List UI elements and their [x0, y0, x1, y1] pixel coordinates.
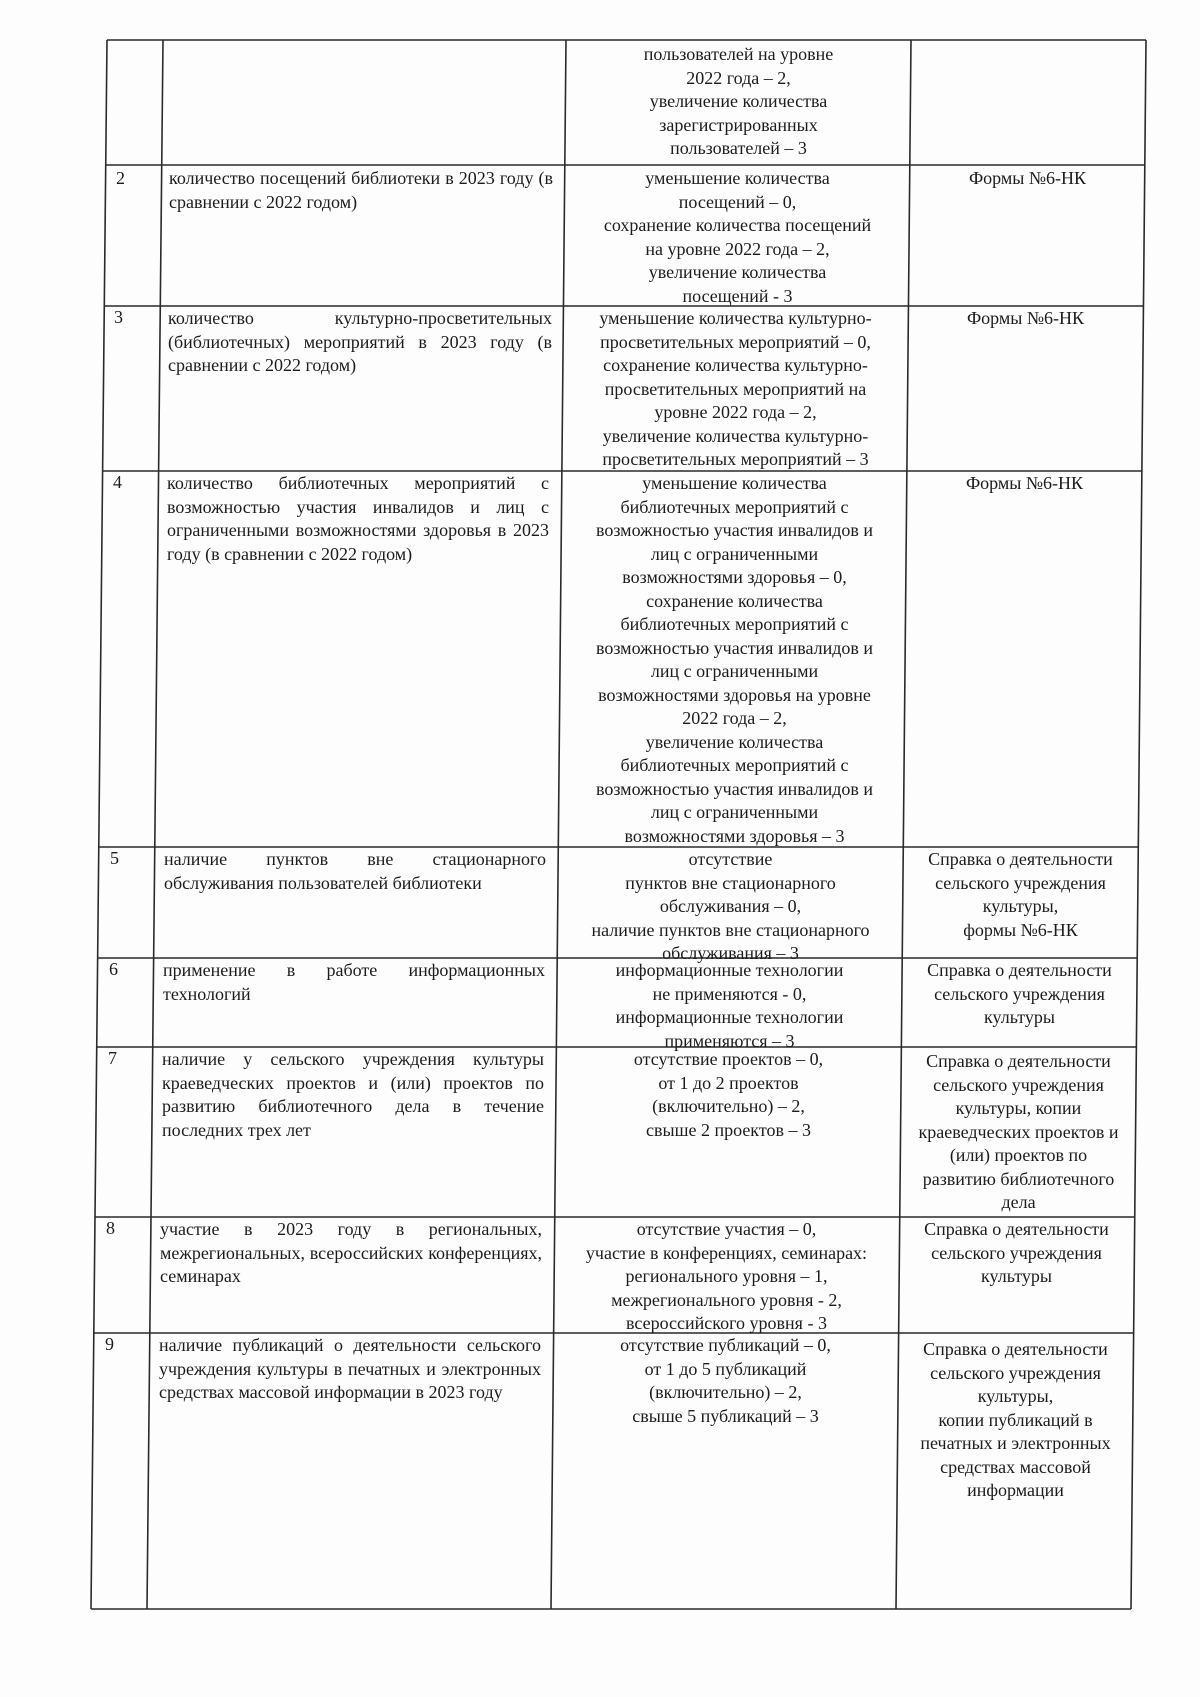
criterion-cell: участие в 2023 году в региональных, межрегиональных, всероссийских конференциях, семинарах	[160, 1219, 542, 1286]
criterion-cell: количество посещений библиотеки в 2023 году (в сравнении с 2022 годом)	[169, 168, 553, 212]
scoring-cell: уменьшение количества библиотечных мероприятий с возможностью участия инвалидов и лиц с ограниченными возможностями здоровья – 0, сохранение количества библиотечных мероприятий с возможностью участия инвалидов и лиц с ограниченными возможностями здоровья на уровне 2022 года – 2, увеличение количества библиотечных мероприятий с возможностью участия инвалидов и лиц с ограниченными возможностями здоровья – 3	[595, 473, 874, 846]
source-cell: Справка о деятельности сельского учреждения культуры	[927, 960, 1112, 1027]
criterion-cell: наличие у сельского учреждения культуры краеведческих проектов и (или) проектов по развитию библиотечного дела в течение последних трех лет	[162, 1049, 544, 1140]
criterion-cell: наличие публикаций о деятельности сельского учреждения культуры в печатных и электронных средствах массовой информации в 2023 году	[159, 1335, 541, 1402]
row-number: 3	[114, 307, 123, 327]
scoring-cell: отсутствие проектов – 0, от 1 до 2 проектов (включительно) – 2, свыше 2 проектов – 3	[633, 1049, 824, 1140]
scoring-cell: пользователей на уровне 2022 года – 2, увеличение количества зарегистрированных пользователей – 3	[643, 44, 834, 158]
row-number: 5	[110, 848, 119, 868]
source-cell: Формы №6-НК	[965, 473, 1084, 493]
row-number: 4	[113, 472, 122, 492]
row-number: 9	[105, 1334, 114, 1354]
source-cell: Справка о деятельности сельского учреждения культуры, копии краеведческих проектов и (или) проектов по развитию библиотечного дела	[918, 1051, 1119, 1212]
source-cell: Формы №6-НК	[968, 168, 1087, 188]
row-number: 8	[106, 1218, 115, 1238]
row-number: 6	[109, 959, 118, 979]
scoring-cell: информационные технологии не применяются - 0, информационные технологии применяются – 3	[615, 960, 844, 1051]
criterion-cell: количество культурно-просветительных (библиотечных) мероприятий в 2023 году (в сравнении с 2022 годом)	[168, 308, 552, 375]
criterion-cell: количество библиотечных мероприятий с возможностью участия инвалидов и лиц с ограниченными возможностями здоровья в 2023 году (в сравнении с 2022 годом)	[167, 473, 549, 564]
source-cell: Справка о деятельности сельского учреждения культуры, формы №6-НК	[928, 849, 1113, 940]
scoring-cell: отсутствие публикаций – 0, от 1 до 5 публикаций (включительно) – 2, свыше 5 публикаций – 3	[620, 1335, 831, 1426]
source-cell: Формы №6-НК	[966, 308, 1085, 328]
scoring-cell: отсутствие участия – 0, участие в конференциях, семинарах: регионального уровня – 1, межрегионального уровня - 2, всероссийского уровня - 3	[585, 1219, 868, 1333]
criterion-cell: применение в работе информационных технологий	[163, 960, 545, 1004]
row-number	[107, 40, 162, 165]
criterion-cell: наличие пунктов вне стационарного обслуживания пользователей библиотеки	[164, 849, 546, 893]
row-number: 2	[116, 168, 125, 188]
scoring-cell: отсутствие пунктов вне стационарного обслуживания – 0, наличие пунктов вне стационарного обслуживания – 3	[591, 849, 870, 963]
row-number: 7	[108, 1048, 117, 1068]
source-cell: Справка о деятельности сельского учреждения культуры, копии публикаций в печатных и электронных средствах массовой информации	[920, 1339, 1111, 1500]
scoring-cell: уменьшение количества посещений – 0, сохранение количества посещений на уровне 2022 года – 2, увеличение количества посещений - 3	[603, 168, 872, 306]
source-cell: Справка о деятельности сельского учреждения культуры	[924, 1219, 1109, 1286]
scoring-cell: уменьшение количества культурно- просветительных мероприятий – 0, сохранение количества культурно- просветительных мероприятий на уровне 2022 года – 2, увеличение количества культурно- просветительных мероприятий – 3	[599, 308, 872, 469]
